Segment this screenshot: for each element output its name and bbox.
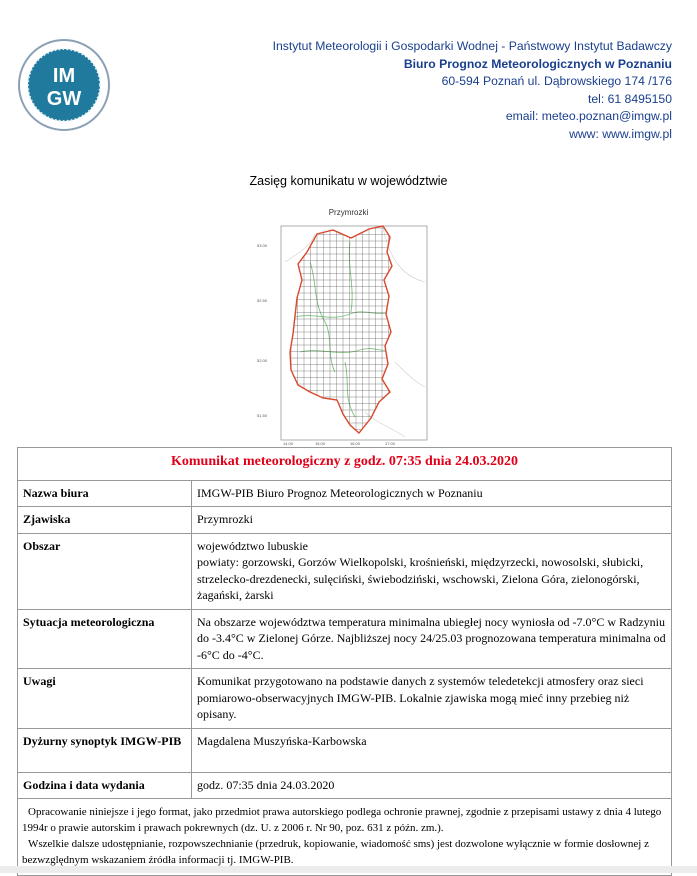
copyright-text-1: Opracowanie niniejsze i jego format, jako przedmiot prawa autorskiego podlega ochronie prawnej, zgodnie z przepisami ustawy z dnia 4 lutego 1994r o prawie autorskim i prawach pokrewnych (dz. U. z 2006 r. Nr 90, poz. 631 z późn. zm.). — [22, 806, 662, 834]
row-value: Magdalena Muszyńska-Karbowska — [192, 728, 672, 772]
bulletin-table — [17, 447, 672, 876]
logo-text-top: IM — [52, 65, 76, 87]
row-value: IMGW-PIB Biuro Prognoz Meteorologicznych w Poznaniu — [192, 480, 672, 507]
row-label: Sytuacja meteorologiczna — [18, 609, 192, 669]
table-row — [18, 669, 672, 729]
table-row — [18, 609, 672, 669]
row-value: godz. 07:35 dnia 24.03.2020 — [192, 772, 672, 799]
map-x-tick: 17.00 — [385, 441, 396, 446]
table-row — [18, 728, 672, 772]
map-title: Przymrozki — [328, 208, 369, 217]
map-y-tick: 52.50 — [257, 298, 268, 303]
copyright-text-2: Wszelkie dalsze udostępnianie, rozpowszechnianie (przedruk, kopiowanie, wiadomość sms) jest dozwolone wyłącznie w formie dosłownej z bezwzględnym wskazaniem źródła informacji tj. IMGW-PIB. — [22, 838, 649, 866]
row-label: Uwagi — [18, 669, 192, 729]
row-label: Nazwa biura — [18, 480, 192, 507]
table-row — [18, 533, 672, 609]
imgw-logo-icon — [17, 38, 111, 132]
area-counties: powiaty: gorzowski, Gorzów Wielkopolski, krośnieński, międzyrzecki, nowosolski, słubicki, strzelecko-drezdenecki, sulęciński, świebodziński, wschowski, Zielona Góra, zielonogórski, żagański, żarski — [197, 555, 644, 602]
map-y-tick: 51.50 — [257, 413, 268, 418]
area-voivodeship: województwo lubuskie — [197, 538, 308, 553]
email[interactable]: email: meteo.poznan@imgw.pl — [505, 109, 672, 123]
map-x-tick: 14.00 — [283, 441, 294, 446]
row-value: Na obszarze województwa temperatura minimalna ubiegłej nocy wyniosła od -7.0°C w Radzyniu do -3.4°C w Zielonej Górze. Najbliższej nocy 24/25.03 prognozowana temperatura minimalna od -6°C do -4°C. — [192, 609, 672, 669]
map-y-tick: 52.00 — [257, 358, 268, 363]
row-value: Przymrozki — [192, 507, 672, 534]
map-x-tick: 15.00 — [315, 441, 326, 446]
map-x-tick: 16.00 — [350, 441, 361, 446]
institute-name: Instytut Meteorologii i Gospodarki Wodnej - Państwowy Instytut Badawczy — [272, 39, 672, 53]
website[interactable]: www: www.imgw.pl — [569, 126, 672, 141]
copyright-notice — [18, 799, 672, 876]
row-label: Godzina i data wydania — [18, 772, 192, 799]
row-value: Komunikat przygotowano na podstawie danych z systemów teledetekcji atmosfery oraz sieci pomiarowo-obserwacyjnych IMGW-PIB. Lokalnie zjawiska mogą mieć inny przebieg niż opisany. — [192, 669, 672, 729]
office-name: Biuro Prognoz Meteorologicznych w Poznaniu — [403, 56, 672, 71]
bottom-bar — [0, 866, 697, 873]
address: 60-594 Poznań ul. Dąbrowskiego 174 /176 — [441, 74, 672, 88]
row-label: Zjawiska — [18, 507, 192, 534]
row-label: Dyżurny synoptyk IMGW-PIB — [18, 728, 192, 772]
table-row — [18, 507, 672, 534]
institute-header — [273, 38, 672, 143]
table-row — [18, 480, 672, 507]
section-title: Zasięg komunikatu w województwie — [249, 174, 448, 188]
phone: tel: 61 8495150 — [587, 91, 672, 106]
bulletin-title: Komunikat meteorologiczny z godz. 07:35 dnia 24.03.2020 — [18, 448, 672, 481]
logo-text-bottom: GW — [46, 88, 82, 110]
map-y-tick: 53.00 — [257, 243, 268, 248]
table-row — [18, 772, 672, 799]
row-label: Obszar — [18, 533, 192, 609]
row-value — [192, 533, 672, 609]
warning-map — [255, 222, 430, 447]
